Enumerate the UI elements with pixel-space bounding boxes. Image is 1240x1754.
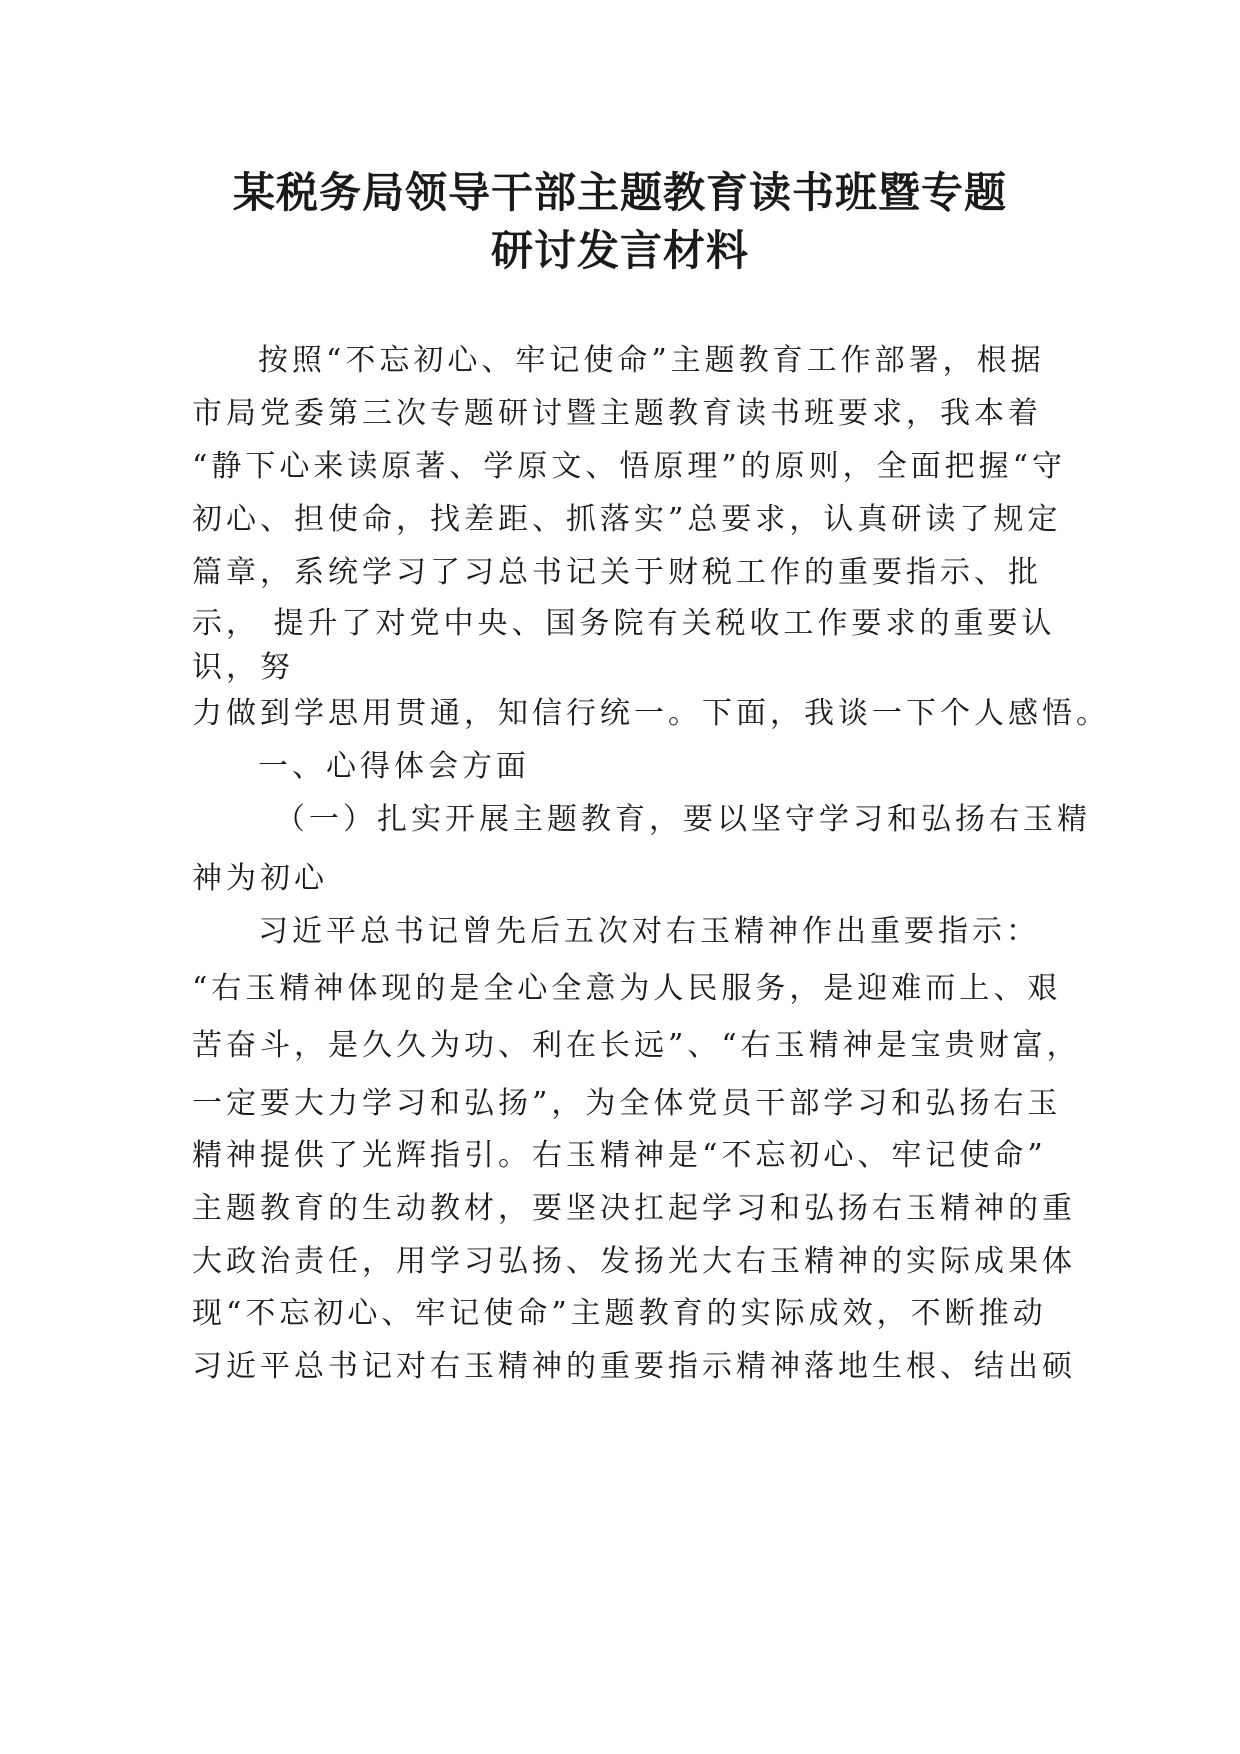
document-title-line-1: 某税务局领导干部主题教育读书班暨专题 [232, 168, 1007, 217]
body-line: 苦奋斗，是久久为功、利在长远”、“右玉精神是宝贵财富， [192, 1028, 1081, 1063]
body-line: 按照“不忘初心、牢记使命”主题教育工作部署，根据 [258, 343, 1045, 378]
body-line: 主题教育的生动教材，要坚决扛起学习和弘扬右玉精神的重 [192, 1191, 1076, 1226]
section-heading: 一、心得体会方面 [258, 749, 530, 784]
subsection-heading: （一）扎实开展主题教育，要以坚守学习和弘扬右玉精 [275, 802, 1091, 837]
body-line: 初心、担使命，找差距、抓落实”总要求，认真研读了规定 [192, 502, 1062, 537]
body-line: 示， 提升了对党中央、国务院有关税收工作要求的重要认 [192, 606, 1056, 641]
body-line: 习近平总书记曾先后五次对右玉精神作出重要指示： [258, 914, 1040, 949]
body-line: 篇章，系统学习了习总书记关于财税工作的重要指示、批 [192, 555, 1042, 590]
body-line: 大政治责任，用学习弘扬、发扬光大右玉精神的实际成果体 [192, 1244, 1076, 1279]
body-line: “静下心来读原著、学原文、悟原理”的原则，全面把握“守 [192, 449, 1067, 484]
body-line: 市局党委第三次专题研讨暨主题教育读书班要求，我本着 [192, 396, 1042, 431]
body-line: 现“不忘初心、牢记使命”主题教育的实际成效，不断推动 [192, 1296, 1047, 1331]
body-line: 习近平总书记对右玉精神的重要指示精神落地生根、结出硕 [192, 1349, 1076, 1384]
body-line: “右玉精神体现的是全心全意为人民服务，是迎难而上、艰 [192, 971, 1062, 1006]
body-line: 力做到学思用贯通，知信行统一。下面，我谈一下个人感悟。 [192, 696, 1110, 731]
body-line: 一定要大力学习和弘扬”，为全体党员干部学习和弘扬右玉 [192, 1086, 1062, 1121]
subsection-heading-continued: 神为初心 [192, 861, 328, 896]
body-line: 识，努 [192, 650, 294, 685]
body-line: 精神提供了光辉指引。右玉精神是“不忘初心、牢记使命” [192, 1138, 1047, 1173]
document-title-line-2: 研讨发言材料 [490, 226, 749, 275]
